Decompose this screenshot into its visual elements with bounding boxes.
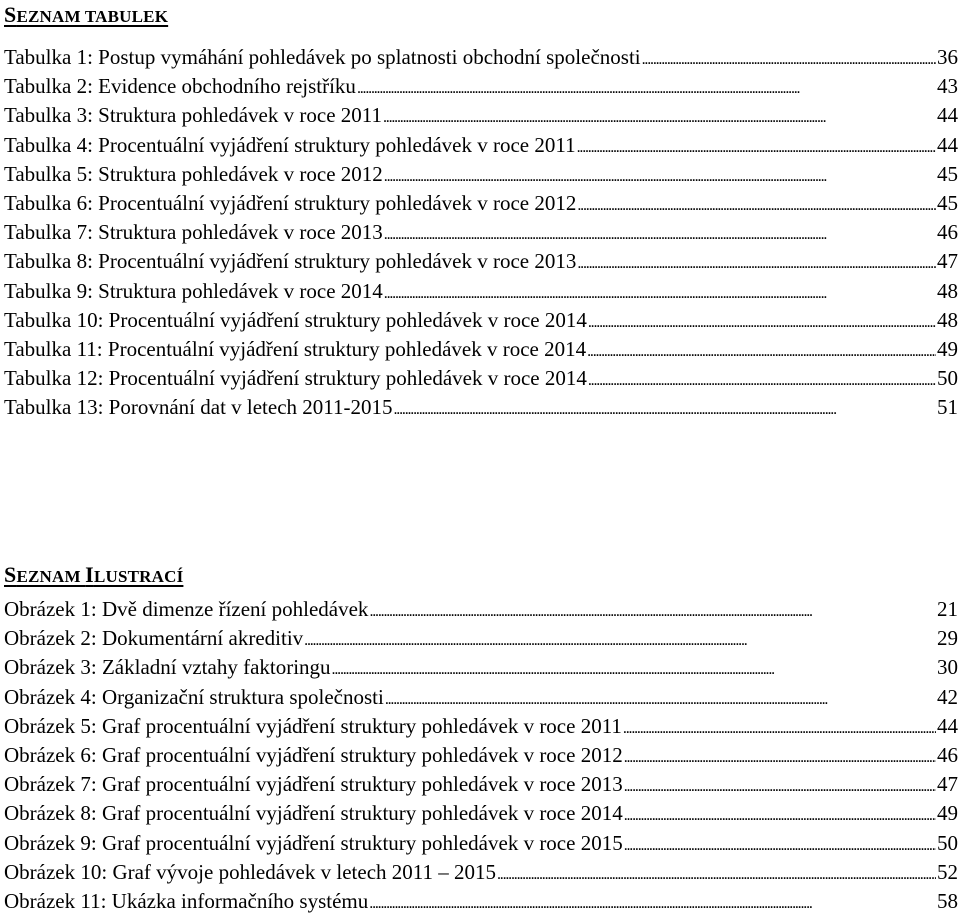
figure-entry-page-number: 21 — [937, 597, 958, 621]
dot-leader — [577, 189, 936, 220]
dot-leader — [624, 829, 936, 860]
dot-leader — [357, 72, 936, 103]
figure-entry[interactable] — [4, 712, 958, 741]
dot-leader — [588, 364, 936, 395]
figure-entry-label: Obrázek 11: Ukázka informačního systému — [4, 888, 369, 913]
figures-toc-list — [4, 595, 958, 916]
figure-entry[interactable] — [4, 624, 958, 653]
figure-entry-label: Obrázek 8: Graf procentuální vyjádření struktury pohledávek v roce 2014 — [4, 801, 623, 826]
table-entry-page-number: 48 — [937, 278, 958, 303]
figure-entry-page-number: 29 — [937, 626, 958, 651]
figure-entry-label: Obrázek 3: Základní vztahy faktoringu — [4, 655, 331, 680]
figure-entry[interactable] — [4, 741, 958, 770]
figure-entry-label: Obrázek 1: Dvě dimenze řízení pohledávek — [4, 597, 369, 621]
table-entry-label: Tabulka 9: Struktura pohledávek v roce 2014 — [4, 278, 383, 303]
table-entry-page-number: 50 — [937, 366, 958, 391]
dot-leader — [384, 160, 936, 191]
figure-entry-page-number: 30 — [937, 655, 958, 680]
dot-leader — [577, 247, 936, 278]
table-entry-page-number: 49 — [937, 336, 958, 361]
dot-leader — [624, 799, 936, 830]
figure-entry[interactable] — [4, 858, 958, 887]
figure-entry-label: Obrázek 9: Graf procentuální vyjádření struktury pohledávek v roce 2015 — [4, 830, 623, 855]
table-entry-label: Tabulka 4: Procentuální vyjádření struktury pohledávek v roce 2011 — [4, 132, 576, 157]
table-entry-page-number: 45 — [937, 161, 958, 186]
table-entry[interactable] — [4, 43, 958, 72]
figure-entry-page-number: 58 — [937, 888, 958, 913]
table-entry[interactable] — [4, 393, 958, 422]
figure-entry-page-number: 44 — [937, 713, 958, 738]
figure-entry-page-number: 46 — [937, 742, 958, 767]
dot-leader — [623, 712, 936, 743]
figure-entry-page-number: 42 — [937, 684, 958, 709]
heading-initial: S — [4, 562, 17, 587]
table-entry-page-number: 47 — [937, 249, 958, 274]
dot-leader — [369, 887, 936, 918]
heading-part: EZNAM — [16, 567, 86, 586]
table-entry-label: Tabulka 6: Procentuální vyjádření struktury pohledávek v roce 2012 — [4, 190, 577, 215]
figure-entry-label: Obrázek 2: Dokumentární akreditiv — [4, 626, 304, 651]
dot-leader — [642, 43, 936, 74]
table-entry[interactable] — [4, 247, 958, 276]
table-entry[interactable] — [4, 101, 958, 130]
figure-entry[interactable] — [4, 829, 958, 858]
dot-leader — [383, 101, 936, 132]
table-entry-page-number: 36 — [937, 45, 958, 69]
dot-leader — [385, 683, 936, 714]
dot-leader — [624, 741, 936, 772]
table-entry-label: Tabulka 13: Porovnání dat v letech 2011-2015 — [4, 395, 393, 420]
tables-toc-list — [4, 43, 958, 422]
dot-leader — [577, 131, 936, 162]
table-entry-label: Tabulka 12: Procentuální vyjádření struktury pohledávek v roce 2014 — [4, 366, 587, 391]
figure-entry-label: Obrázek 10: Graf vývoje pohledávek v letech 2011 – 2015 — [4, 859, 496, 884]
heading-rest: EZNAM TABULEK — [16, 7, 169, 26]
table-entry-label: Tabulka 8: Procentuální vyjádření struktury pohledávek v roce 2013 — [4, 249, 577, 274]
list-of-figures — [4, 561, 958, 916]
figure-entry[interactable] — [4, 799, 958, 828]
table-entry[interactable] — [4, 72, 958, 101]
dot-leader — [304, 624, 936, 655]
table-entry[interactable] — [4, 160, 958, 189]
figure-entry-label: Obrázek 5: Graf procentuální vyjádření struktury pohledávek v roce 2011 — [4, 713, 622, 738]
dot-leader — [624, 770, 936, 801]
dot-leader — [369, 595, 936, 626]
table-entry-label: Tabulka 11: Procentuální vyjádření struktury pohledávek v roce 2014 — [4, 336, 587, 361]
figure-entry[interactable] — [4, 887, 958, 916]
dot-leader — [332, 653, 936, 684]
table-entry[interactable] — [4, 189, 958, 218]
list-of-figures-heading — [4, 561, 958, 591]
table-entry-page-number: 51 — [937, 395, 958, 420]
table-entry[interactable] — [4, 131, 958, 160]
table-entry[interactable] — [4, 364, 958, 393]
table-entry-label: Tabulka 1: Postup vymáhání pohledávek po splatnosti obchodní společnosti — [4, 45, 641, 69]
figure-entry[interactable] — [4, 595, 958, 624]
table-entry-label: Tabulka 2: Evidence obchodního rejstříku — [4, 74, 356, 99]
dot-leader — [497, 858, 936, 889]
figure-entry[interactable] — [4, 683, 958, 712]
table-entry-page-number: 46 — [937, 220, 958, 245]
table-entry-page-number: 44 — [937, 103, 958, 128]
table-entry[interactable] — [4, 277, 958, 306]
figure-entry-label: Obrázek 6: Graf procentuální vyjádření struktury pohledávek v roce 2012 — [4, 742, 623, 767]
figure-entry-page-number: 52 — [937, 859, 958, 884]
document-page — [4, 0, 958, 913]
table-entry-page-number: 45 — [937, 190, 958, 215]
dot-leader — [587, 335, 936, 366]
table-entry-page-number: 44 — [937, 132, 958, 157]
dot-leader — [384, 277, 936, 308]
heading-initial: I — [85, 562, 94, 587]
table-entry-label: Tabulka 3: Struktura pohledávek v roce 2011 — [4, 103, 382, 128]
table-entry-page-number: 48 — [937, 307, 958, 332]
figure-entry-label: Obrázek 7: Graf procentuální vyjádření struktury pohledávek v roce 2013 — [4, 772, 623, 797]
table-entry-label: Tabulka 5: Struktura pohledávek v roce 2012 — [4, 161, 383, 186]
figure-entry-page-number: 49 — [937, 801, 958, 826]
heading-rest: LUSTRACÍ — [93, 567, 184, 586]
figure-entry-page-number: 50 — [937, 830, 958, 855]
dot-leader — [384, 218, 936, 249]
figure-entry-label: Obrázek 4: Organizační struktura společnosti — [4, 684, 384, 709]
dot-leader — [394, 393, 937, 424]
figure-entry[interactable] — [4, 770, 958, 799]
list-of-tables — [4, 1, 958, 422]
table-entry-label: Tabulka 7: Struktura pohledávek v roce 2013 — [4, 220, 383, 245]
heading-initial: S — [4, 2, 17, 27]
dot-leader — [588, 306, 936, 337]
table-entry[interactable] — [4, 218, 958, 247]
table-entry[interactable] — [4, 306, 958, 335]
table-entry-page-number: 43 — [937, 74, 958, 99]
list-of-tables-heading — [4, 1, 958, 29]
table-entry[interactable] — [4, 335, 958, 364]
figure-entry-page-number: 47 — [937, 772, 958, 797]
figure-entry[interactable] — [4, 653, 958, 682]
table-entry-label: Tabulka 10: Procentuální vyjádření struktury pohledávek v roce 2014 — [4, 307, 587, 332]
